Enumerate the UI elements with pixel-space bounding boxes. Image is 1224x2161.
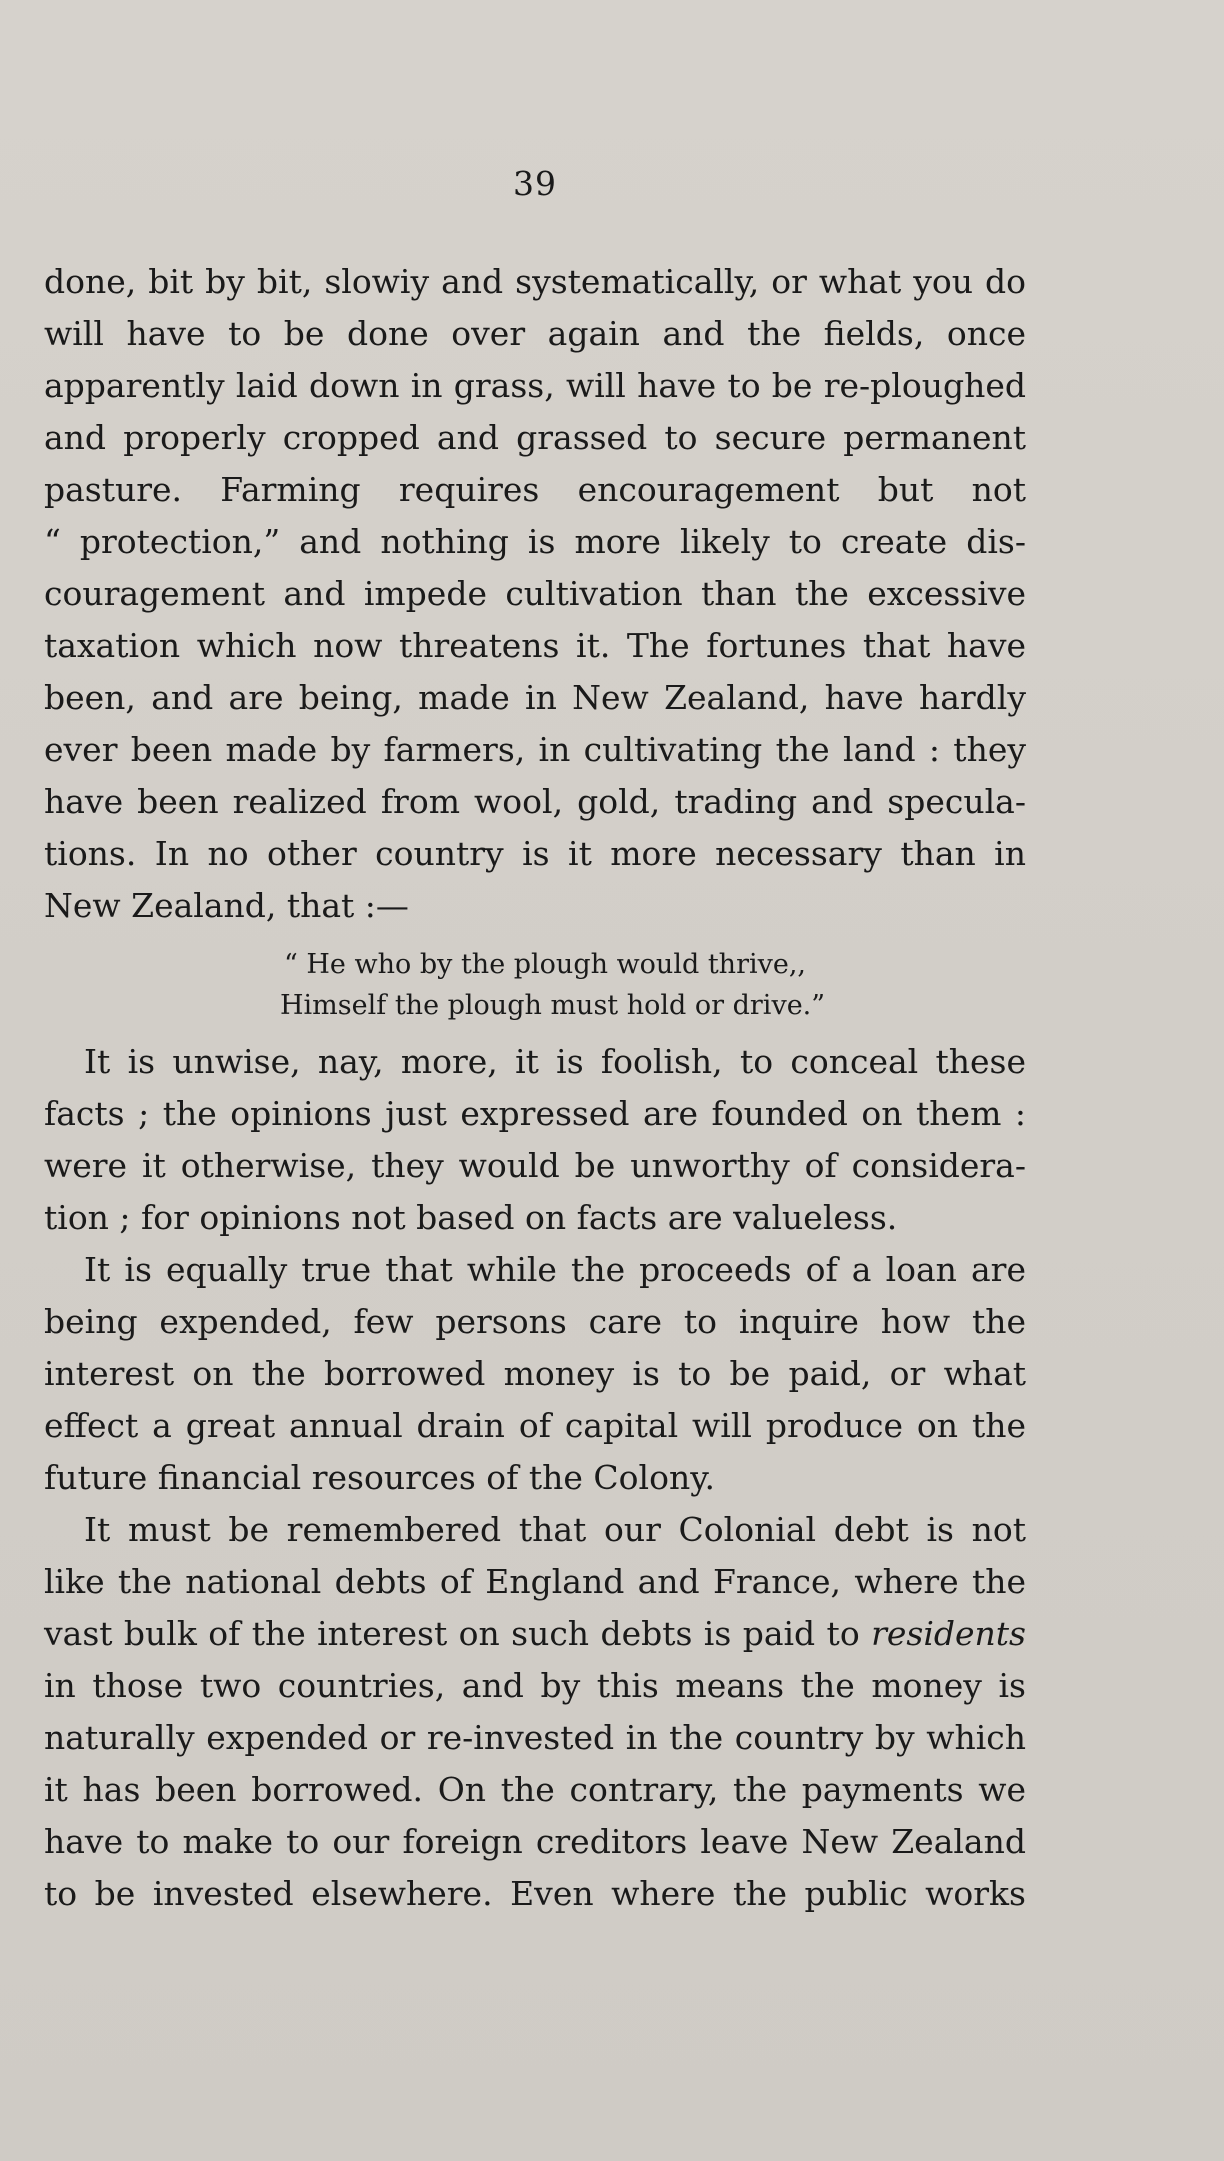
text-line: in those two countries, and by this means the money is: [44, 1666, 1026, 1705]
text-line: New Zealand, that :—: [44, 886, 409, 925]
text-line: done, bit by bit, slowiy and systematically, or what you do: [44, 262, 1026, 301]
text-line: naturally expended or re-invested in the country by which: [44, 1718, 1026, 1757]
text-line: have been realized from wool, gold, trading and specula-: [44, 782, 1026, 821]
text-line: It must be remembered that our Colonial debt is not: [84, 1510, 1026, 1549]
text-line: pasture. Farming requires encouragement but not: [44, 470, 1026, 509]
text-line: facts ; the opinions just expressed are founded on them :: [44, 1094, 1026, 1133]
text-line: ever been made by farmers, in cultivating the land : they: [44, 730, 1026, 769]
verse-quote: [44, 944, 1026, 1026]
paragraph-4: [44, 1504, 1026, 1920]
text-line: apparently laid down in grass, will have to be re-ploughed: [44, 366, 1026, 405]
text-line: taxation which now threatens it. The fortunes that have: [44, 626, 1026, 665]
text-line: will have to be done over again and the fields, once: [44, 314, 1026, 353]
paragraph-1: [44, 256, 1026, 932]
text-line: like the national debts of England and France, where the: [44, 1562, 1026, 1601]
text-line: future financial resources of the Colony.: [44, 1458, 715, 1497]
text-line: couragement and impede cultivation than the excessive: [44, 574, 1026, 613]
verse-line: “ He who by the plough would thrive,,: [284, 949, 807, 980]
text-line: It is equally true that while the proceeds of a loan are: [84, 1250, 1026, 1289]
text-line: effect a great annual drain of capital will produce on the: [44, 1406, 1026, 1445]
paragraph-3: [44, 1244, 1026, 1504]
text-line: tion ; for opinions not based on facts are valueless.: [44, 1198, 898, 1237]
text-line: been, and are being, made in New Zealand, have hardly: [44, 678, 1026, 717]
text-line: being expended, few persons care to inquire how the: [44, 1302, 1026, 1341]
text-line: It is unwise, nay, more, it is foolish, to conceal these: [84, 1042, 1026, 1081]
text-line: interest on the borrowed money is to be paid, or what: [44, 1354, 1026, 1393]
page-number: 39: [513, 164, 557, 203]
text-line: tions. In no other country is it more necessary than in: [44, 834, 1026, 873]
italic-emphasis: residents: [871, 1614, 1026, 1653]
text-line: were it otherwise, they would be unworthy of considera-: [44, 1146, 1026, 1185]
text-line: [44, 1608, 1026, 1660]
text-line: and properly cropped and grassed to secure permanent: [44, 418, 1026, 457]
text-line: “ protection,” and nothing is more likely to create dis-: [44, 522, 1026, 561]
text-segment: vast bulk of the interest on such debts is paid to: [44, 1614, 860, 1653]
text-line: to be invested elsewhere. Even where the public works: [44, 1874, 1026, 1913]
text-line: it has been borrowed. On the contrary, the payments we: [44, 1770, 1026, 1809]
text-line: have to make to our foreign creditors leave New Zealand: [44, 1822, 1026, 1861]
verse-line: Himself the plough must hold or drive.”: [280, 990, 826, 1021]
paragraph-2: [44, 1036, 1026, 1244]
body-text: [44, 256, 1026, 1920]
